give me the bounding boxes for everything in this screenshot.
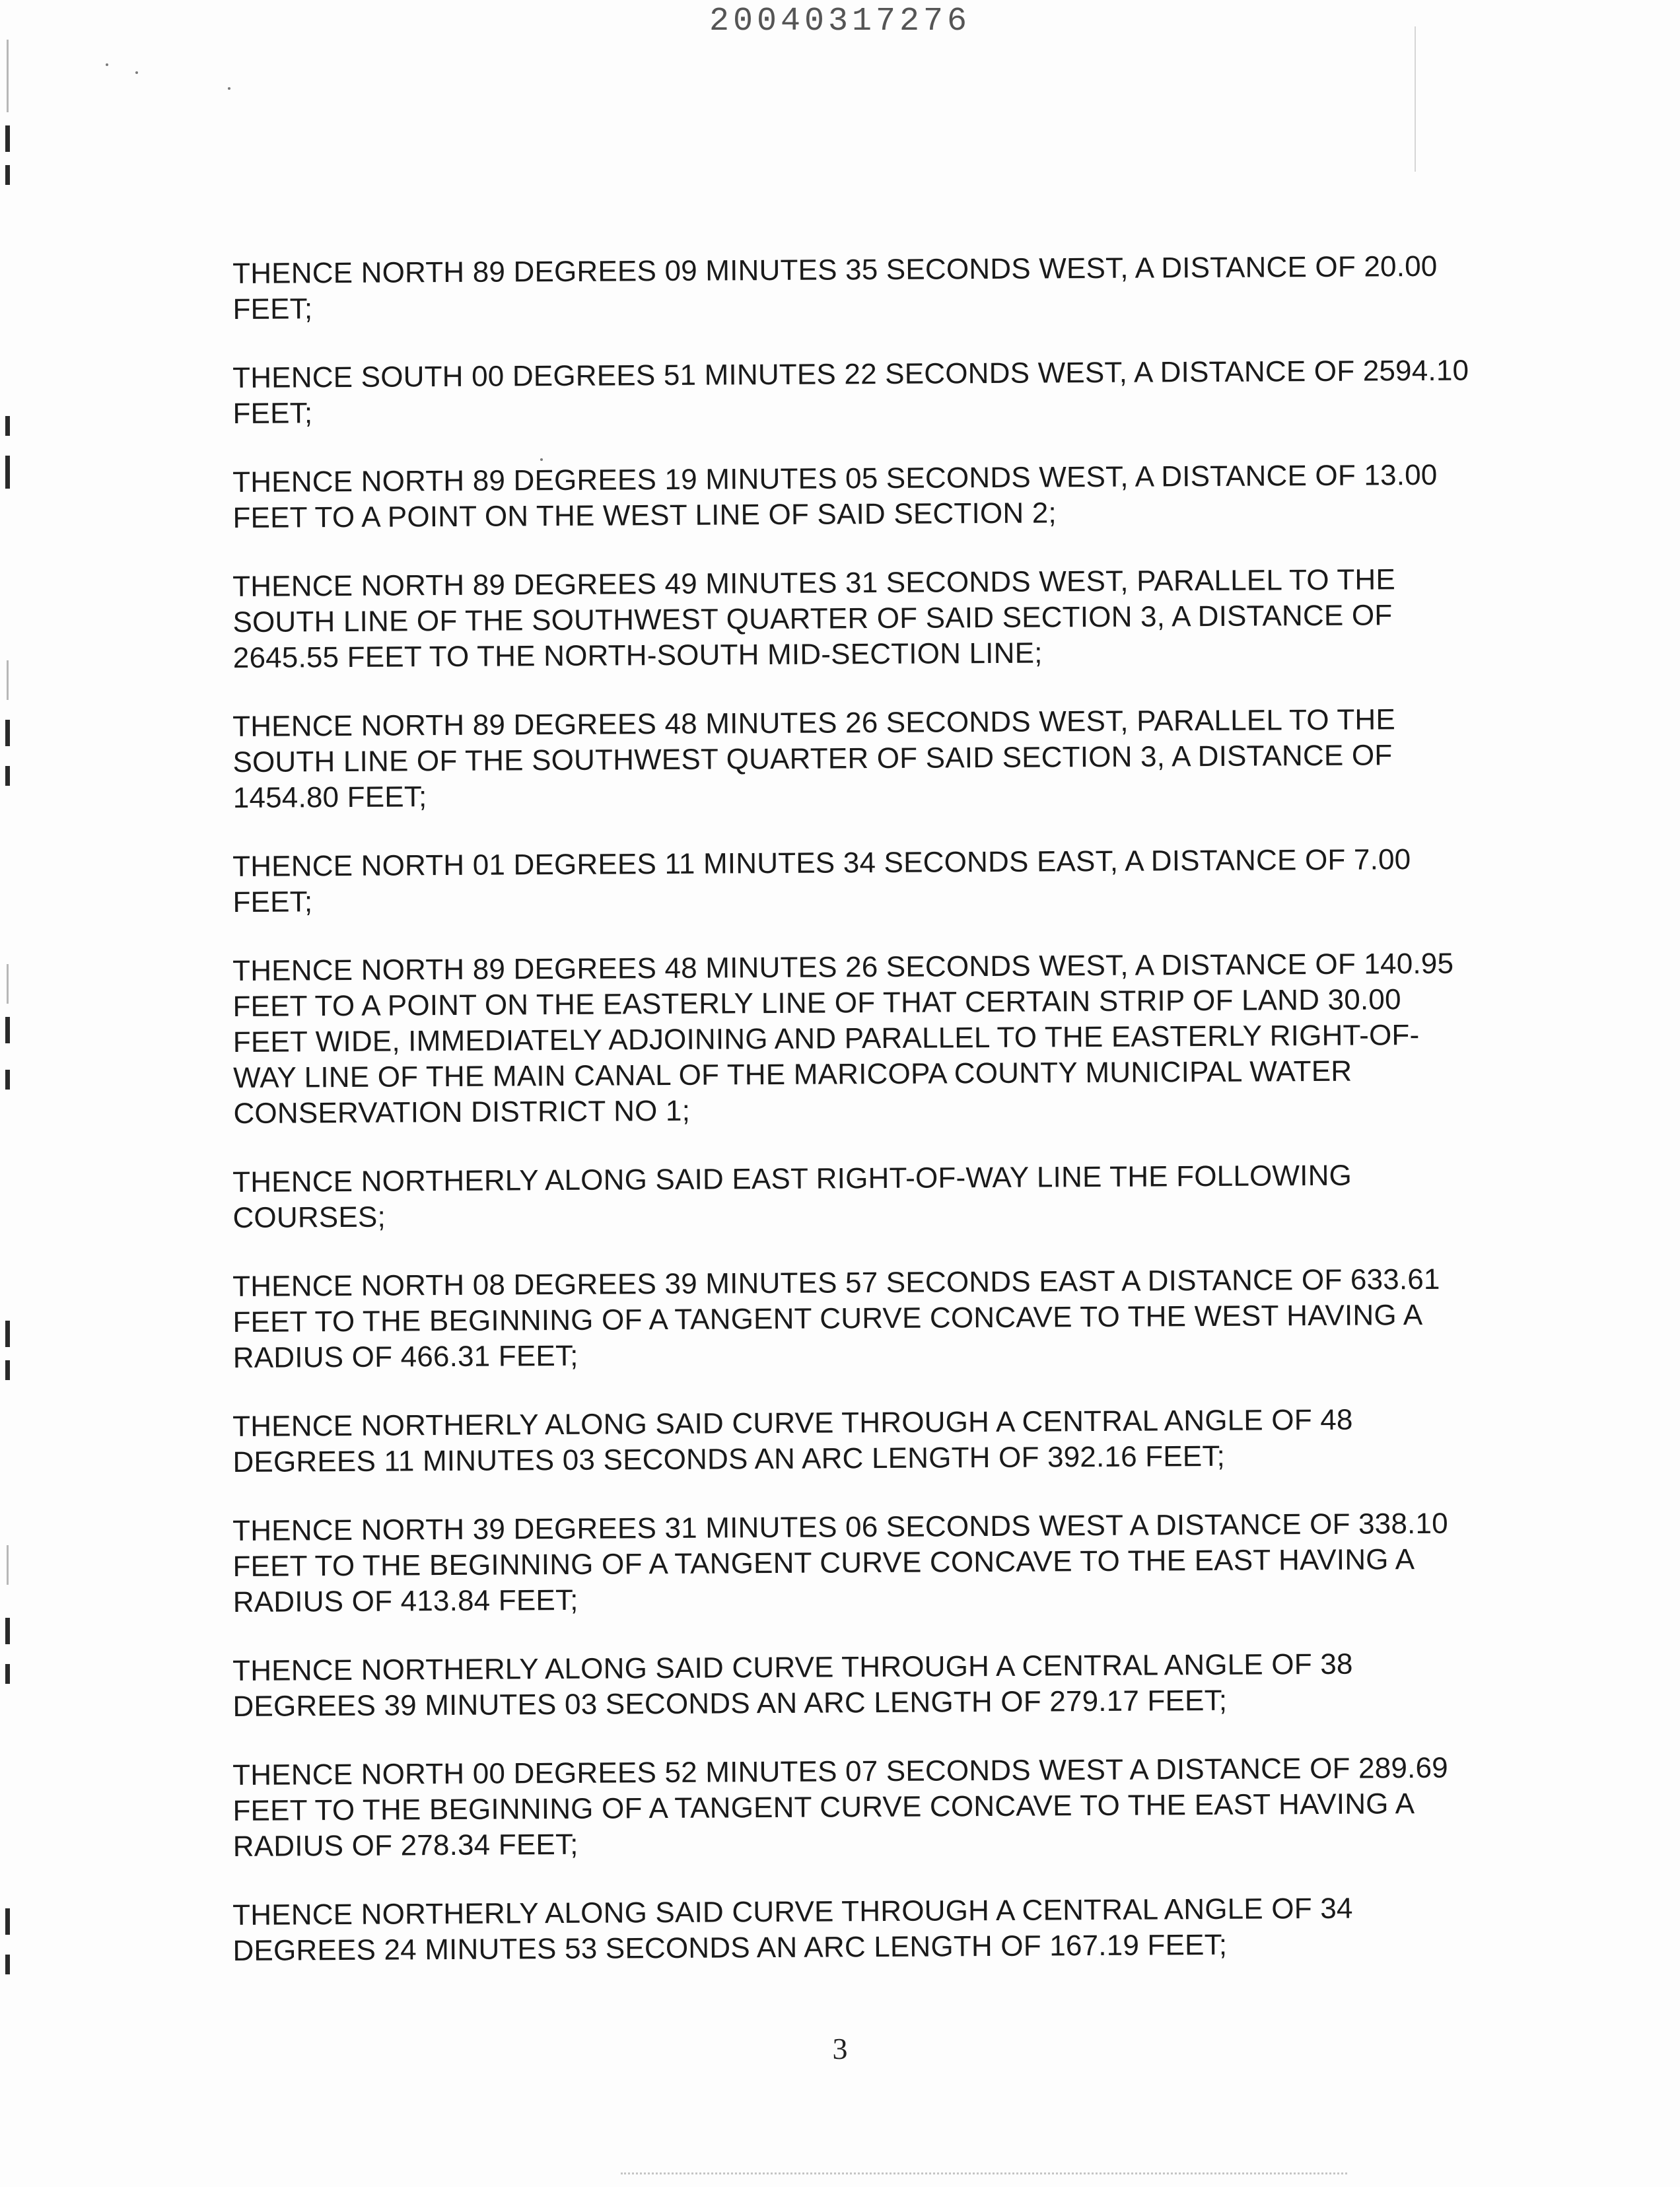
scan-mark (5, 720, 10, 746)
scan-mark (7, 40, 9, 112)
course-paragraph: THENCE NORTH 89 DEGREES 48 MINUTES 26 SECONDS WEST, PARALLEL TO THE SOUTH LINE OF THE SOUTHWEST QUARTER OF SAID SECTION 3, A DISTANCE OF 1454.80 FEET; (232, 703, 1396, 814)
course-paragraph: THENCE NORTH 00 DEGREES 52 MINUTES 07 SECONDS WEST A DISTANCE OF 289.69 FEET TO THE BEGINNING OF A TANGENT CURVE CONCAVE TO THE EAST HAVING A RADIUS OF 278.34 FEET; (232, 1751, 1448, 1863)
scan-speck (106, 63, 108, 66)
course-paragraph: THENCE NORTHERLY ALONG SAID CURVE THROUGH A CENTRAL ANGLE OF 48 DEGREES 11 MINUTES 03 SECONDS AN ARC LENGTH OF 392.16 FEET; (232, 1403, 1353, 1478)
scan-mark (7, 660, 9, 700)
course-paragraph: THENCE SOUTH 00 DEGREES 51 MINUTES 22 SECONDS WEST, A DISTANCE OF 2594.10 FEET; (232, 354, 1469, 430)
scan-speck (228, 87, 230, 90)
scan-mark (5, 766, 10, 786)
course-paragraph: THENCE NORTH 01 DEGREES 11 MINUTES 34 SECONDS EAST, A DISTANCE OF 7.00 FEET; (232, 843, 1411, 919)
scan-mark (5, 1955, 10, 1974)
scan-mark (5, 1618, 10, 1644)
legal-description-body (232, 250, 1547, 2002)
scan-mark (5, 125, 10, 152)
binding-edge-marks (5, 0, 13, 2187)
scan-mark (5, 1664, 10, 1684)
course-paragraph: THENCE NORTH 08 DEGREES 39 MINUTES 57 SECONDS EAST A DISTANCE OF 633.61 FEET TO THE BEGINNING OF A TANGENT CURVE CONCAVE TO THE WEST HAVING A RADIUS OF 466.31 FEET; (232, 1263, 1440, 1374)
course-paragraph: THENCE NORTH 89 DEGREES 19 MINUTES 05 SECONDS WEST, A DISTANCE OF 13.00 FEET TO A POINT ON THE WEST LINE OF SAID SECTION 2; (232, 458, 1438, 534)
scan-mark (5, 456, 10, 489)
scan-mark (5, 1070, 10, 1090)
course-paragraph: THENCE NORTH 89 DEGREES 48 MINUTES 26 SECONDS WEST, A DISTANCE OF 140.95 FEET TO A POINT ON THE EASTERLY LINE OF THAT CERTAIN STRIP OF LAND 30.00 FEET WIDE, IMMEDIATELY ADJOINING AND PARALLEL TO THE EASTERLY RIGHT-OF- WAY LINE OF THE MAIN CANAL OF THE MARICOPA COUNTY MUNICIPAL WATER CONSERVATION DISTRICT NO 1; (232, 947, 1454, 1130)
scan-speck (135, 71, 138, 74)
scan-mark (5, 416, 10, 436)
scan-mark (7, 964, 9, 1004)
scan-bottom-noise (621, 2172, 1347, 2177)
course-paragraph: THENCE NORTHERLY ALONG SAID CURVE THROUGH A CENTRAL ANGLE OF 38 DEGREES 39 MINUTES 03 SECONDS AN ARC LENGTH OF 279.17 FEET; (232, 1648, 1353, 1723)
course-paragraph: THENCE NORTHERLY ALONG SAID EAST RIGHT-OF-WAY LINE THE FOLLOWING COURSES; (232, 1159, 1352, 1234)
scan-mark (5, 1908, 10, 1935)
scan-mark (7, 1545, 9, 1585)
scan-mark (5, 1017, 10, 1043)
course-paragraph: THENCE NORTHERLY ALONG SAID CURVE THROUGH A CENTRAL ANGLE OF 34 DEGREES 24 MINUTES 53 SECONDS AN ARC LENGTH OF 167.19 FEET; (232, 1892, 1353, 1967)
page-number: 3 (832, 2032, 848, 2066)
scan-mark (5, 1321, 10, 1347)
scan-edge-line (1415, 26, 1416, 172)
scan-mark (5, 1360, 10, 1380)
course-paragraph: THENCE NORTH 89 DEGREES 09 MINUTES 35 SECONDS WEST, A DISTANCE OF 20.00 FEET; (232, 250, 1438, 326)
course-paragraph: THENCE NORTH 89 DEGREES 49 MINUTES 31 SECONDS WEST, PARALLEL TO THE SOUTH LINE OF THE SOUTHWEST QUARTER OF SAID SECTION 3, A DISTANCE OF 2645.55 FEET TO THE NORTH-SOUTH MID-SECTION LINE; (232, 563, 1396, 674)
scan-mark (5, 165, 10, 185)
recording-number: 20040317276 (709, 3, 971, 40)
course-paragraph: THENCE NORTH 39 DEGREES 31 MINUTES 06 SECONDS WEST A DISTANCE OF 338.10 FEET TO THE BEGINNING OF A TANGENT CURVE CONCAVE TO THE EAST HAVING A RADIUS OF 413.84 FEET; (232, 1507, 1448, 1618)
